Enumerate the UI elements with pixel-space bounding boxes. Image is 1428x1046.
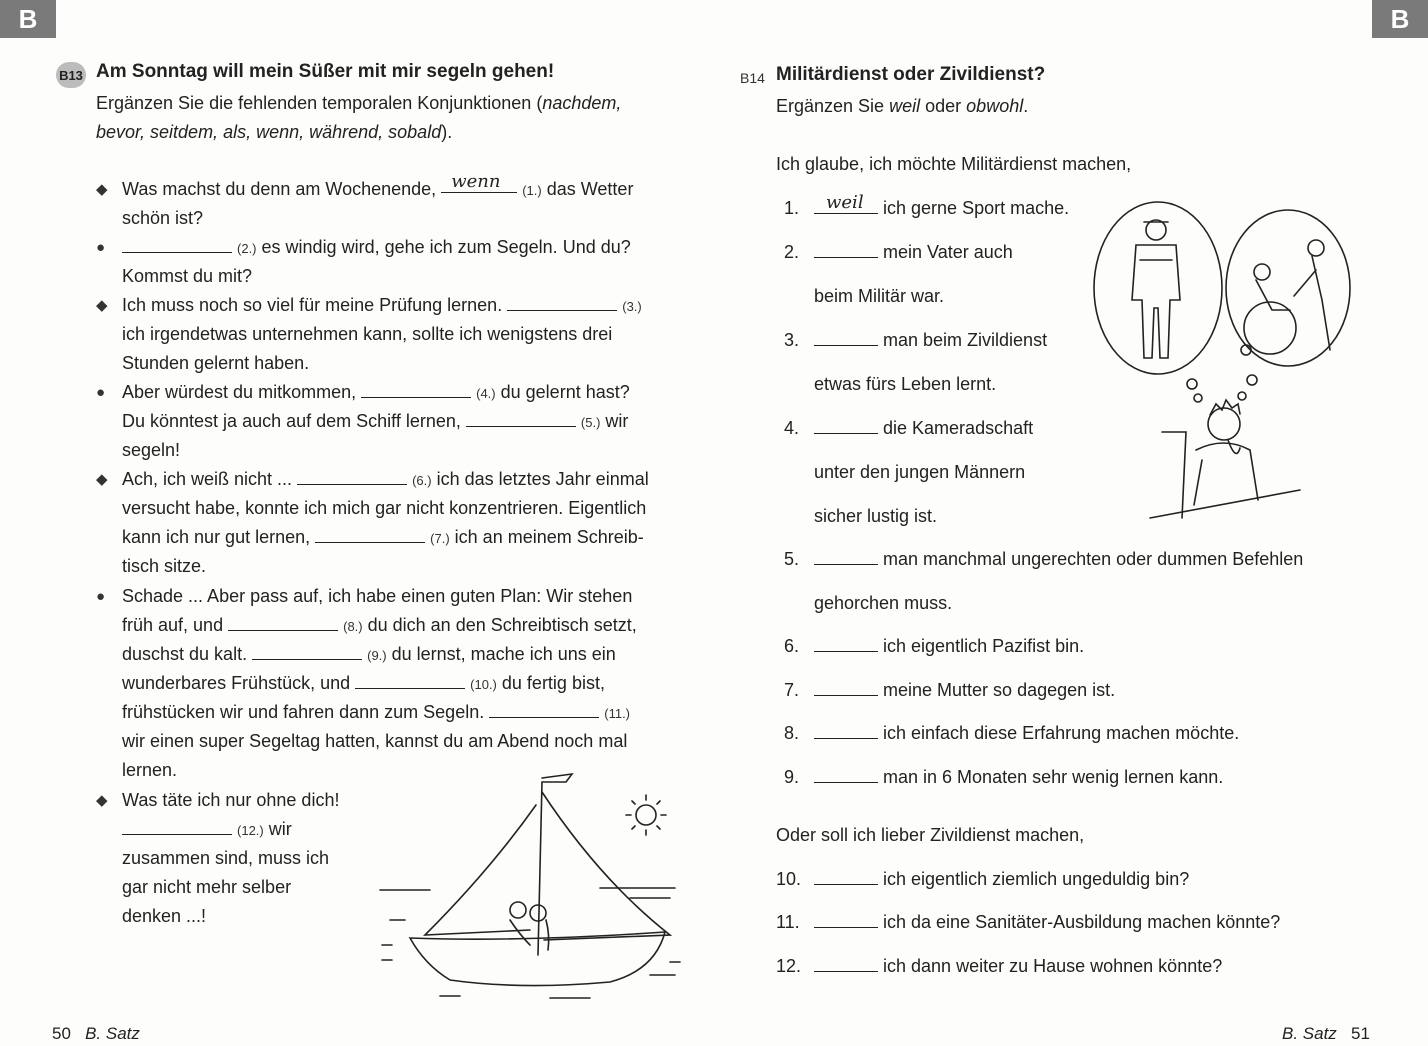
item-number: 10.: [776, 869, 802, 889]
answer-blank-example[interactable]: wenn: [441, 175, 517, 193]
dialog-line: Ich muss noch so viel für meine Prüfung lernen. (3.): [122, 295, 642, 315]
dialog-line: zusammen sind, muss ich: [122, 848, 330, 868]
item-line: meine Mutter so dagegen ist.: [814, 678, 1115, 702]
dialog-line: Stunden gelernt haben.: [122, 353, 310, 373]
item-number: 12.: [776, 956, 802, 976]
wheelchair-illustration: [1226, 210, 1350, 366]
item-line: man beim Zivildienst: [814, 328, 1047, 352]
dialog-line: ich irgendetwas unternehmen kann, sollte ich wenigstens drei: [122, 324, 613, 344]
bullet-marker-icon: ●: [96, 239, 106, 256]
item-number: 9.: [784, 767, 800, 787]
bullet-marker-icon: ●: [96, 588, 106, 605]
item-number: 6.: [784, 636, 800, 656]
answer-blank-7[interactable]: [315, 525, 425, 543]
thinking-man-illustration: [1150, 400, 1300, 518]
item-continuation: etwas fürs Leben lernt.: [814, 374, 997, 394]
answer-blank-2[interactable]: [122, 235, 232, 253]
answer-blank[interactable]: [814, 678, 878, 696]
section-label-right: B. Satz: [1282, 1024, 1337, 1043]
footer-right: [1282, 1022, 1370, 1045]
item-number: 8.: [784, 723, 800, 743]
item-line: mein Vater auch: [814, 240, 1013, 264]
item-continuation: beim Militär war.: [814, 286, 945, 306]
dialog-line: Aber würdest du mitkommen, (4.) du gelernt hast?: [122, 382, 630, 402]
dialog-line: segeln!: [122, 440, 181, 460]
dialog-line: früh auf, und (8.) du dich an den Schreibtisch setzt,: [122, 615, 637, 635]
item-number: 7.: [784, 680, 800, 700]
dialog-line: Was täte ich nur ohne dich!: [122, 790, 340, 810]
intro-sentence-1: Ich glaube, ich möchte Militärdienst machen,: [776, 154, 1132, 174]
item-line: man manchmal ungerechten oder dummen Befehlen: [814, 547, 1303, 571]
dialog-line: denken ...!: [122, 906, 207, 926]
answer-blank-5[interactable]: [466, 409, 576, 427]
diamond-marker-icon: ◆: [96, 297, 108, 314]
dialog-line: duschst du kalt. (9.) du lernst, mache ich uns ein: [122, 644, 616, 664]
dialog-line: wir einen super Segeltag hatten, kannst du am Abend noch mal: [122, 731, 628, 751]
answer-blank[interactable]: [814, 416, 878, 434]
exercise-title-b14: Militärdienst oder Zivildienst?: [776, 64, 1046, 85]
answer-blank-9[interactable]: [252, 642, 362, 660]
answer-blank[interactable]: [814, 765, 878, 783]
answer-blank-8[interactable]: [228, 613, 338, 631]
exercise-title-b13: Am Sonntag will mein Süßer mit mir segeln gehen!: [96, 61, 555, 82]
dialog-line: Was machst du denn am Wochenende, wenn (1.) das Wetter: [122, 171, 634, 199]
dialog-line: gar nicht mehr selber: [122, 877, 292, 897]
answer-blank[interactable]: [814, 634, 878, 652]
answer-blank[interactable]: [814, 910, 878, 928]
page-number-left: 50: [52, 1024, 71, 1043]
dialog-line: wunderbares Frühstück, und (10.) du fertig bist,: [122, 673, 605, 693]
answer-blank[interactable]: [814, 721, 878, 739]
thought-illustration: [1090, 200, 1380, 525]
item-continuation: sicher lustig ist.: [814, 506, 938, 526]
item-line: ich einfach diese Erfahrung machen möchte.: [814, 721, 1239, 745]
right-page: [714, 0, 1428, 1045]
answer-blank[interactable]: [814, 240, 878, 258]
answer-blank[interactable]: [814, 547, 878, 565]
dialog-line: Ach, ich weiß nicht ... (6.) ich das letztes Jahr einmal: [122, 469, 649, 489]
answer-blank-10[interactable]: [355, 671, 465, 689]
diamond-marker-icon: ◆: [96, 471, 108, 488]
answer-blank-example[interactable]: weil: [814, 196, 878, 214]
item-number: 2.: [784, 242, 800, 262]
item-continuation: gehorchen muss.: [814, 593, 953, 613]
dialog-line: (2.) es windig wird, gehe ich zum Segeln. Und du?: [122, 233, 631, 263]
diamond-marker-icon: ◆: [96, 181, 108, 198]
answer-blank[interactable]: [814, 328, 878, 346]
dialog-line: Schade ... Aber pass auf, ich habe einen guten Plan: Wir stehen: [122, 586, 633, 606]
item-number: 3.: [784, 330, 800, 350]
item-number: 1.: [784, 198, 800, 218]
item-line: ich dann weiter zu Hause wohnen könnte?: [814, 954, 1222, 978]
intro-sentence-2: Oder soll ich lieber Zivildienst machen,: [776, 825, 1085, 845]
page-number-right: 51: [1350, 1024, 1370, 1043]
item-line: ich eigentlich ziemlich ungeduldig bin?: [814, 867, 1189, 891]
answer-blank-4[interactable]: [361, 380, 471, 398]
answer-blank-12[interactable]: [122, 817, 232, 835]
item-line: man in 6 Monaten sehr wenig lernen kann.: [814, 765, 1223, 789]
item-line: ich eigentlich Pazifist bin.: [814, 634, 1084, 658]
footer-left: [52, 1022, 140, 1045]
item-number: 4.: [784, 418, 800, 438]
answer-blank-3[interactable]: [507, 293, 617, 311]
dialog-line: schön ist?: [122, 208, 204, 228]
item-line: die Kameradschaft: [814, 416, 1033, 440]
item-line: ich da eine Sanitäter-Ausbildung machen könnte?: [814, 910, 1280, 934]
item-line: weil ich gerne Sport mache.: [814, 196, 1069, 220]
dialog-line: Du könntest ja auch auf dem Schiff lernen, (5.) wir: [122, 411, 629, 431]
diamond-marker-icon: ◆: [96, 792, 108, 809]
dialog-line: Kommst du mit?: [122, 266, 253, 286]
exercise-number-b14: B14: [740, 70, 765, 86]
left-page: [0, 0, 714, 1045]
section-label-left: B. Satz: [85, 1024, 140, 1043]
dialog-line: lernen.: [122, 760, 178, 780]
item-number: 11.: [776, 912, 800, 932]
answer-blank[interactable]: [814, 954, 878, 972]
item-continuation: unter den jungen Männern: [814, 462, 1026, 482]
exercise-instruction-b14: Ergänzen Sie weil oder obwohl.: [776, 96, 1029, 116]
section-tab-right: B: [1372, 0, 1428, 38]
dialog-line: tisch sitze.: [122, 556, 207, 576]
answer-blank[interactable]: [814, 867, 878, 885]
dialog-line: (12.) wir: [122, 815, 292, 845]
item-number: 5.: [784, 549, 800, 569]
sailboat-illustration: [370, 770, 690, 1005]
bullet-marker-icon: ●: [96, 384, 106, 401]
exercise-badge-b13: B13: [56, 62, 86, 88]
dialog-line: kann ich nur gut lernen, (7.) ich an meinem Schreib-: [122, 527, 644, 547]
soldier-illustration: [1094, 202, 1222, 374]
answer-blank-6[interactable]: [297, 467, 407, 485]
dialog-line: versucht habe, konnte ich mich gar nicht konzentrieren. Eigentlich: [122, 498, 647, 518]
answer-blank-11[interactable]: [489, 700, 599, 718]
dialog-line: frühstücken wir und fahren dann zum Segeln. (11.): [122, 702, 631, 722]
section-tab-left: B: [0, 0, 56, 38]
exercise-instruction-b13: Ergänzen Sie die fehlenden temporalen Konjunktionen (nachdem, bevor, seitdem, als, wenn, während, sobald).: [96, 93, 622, 142]
